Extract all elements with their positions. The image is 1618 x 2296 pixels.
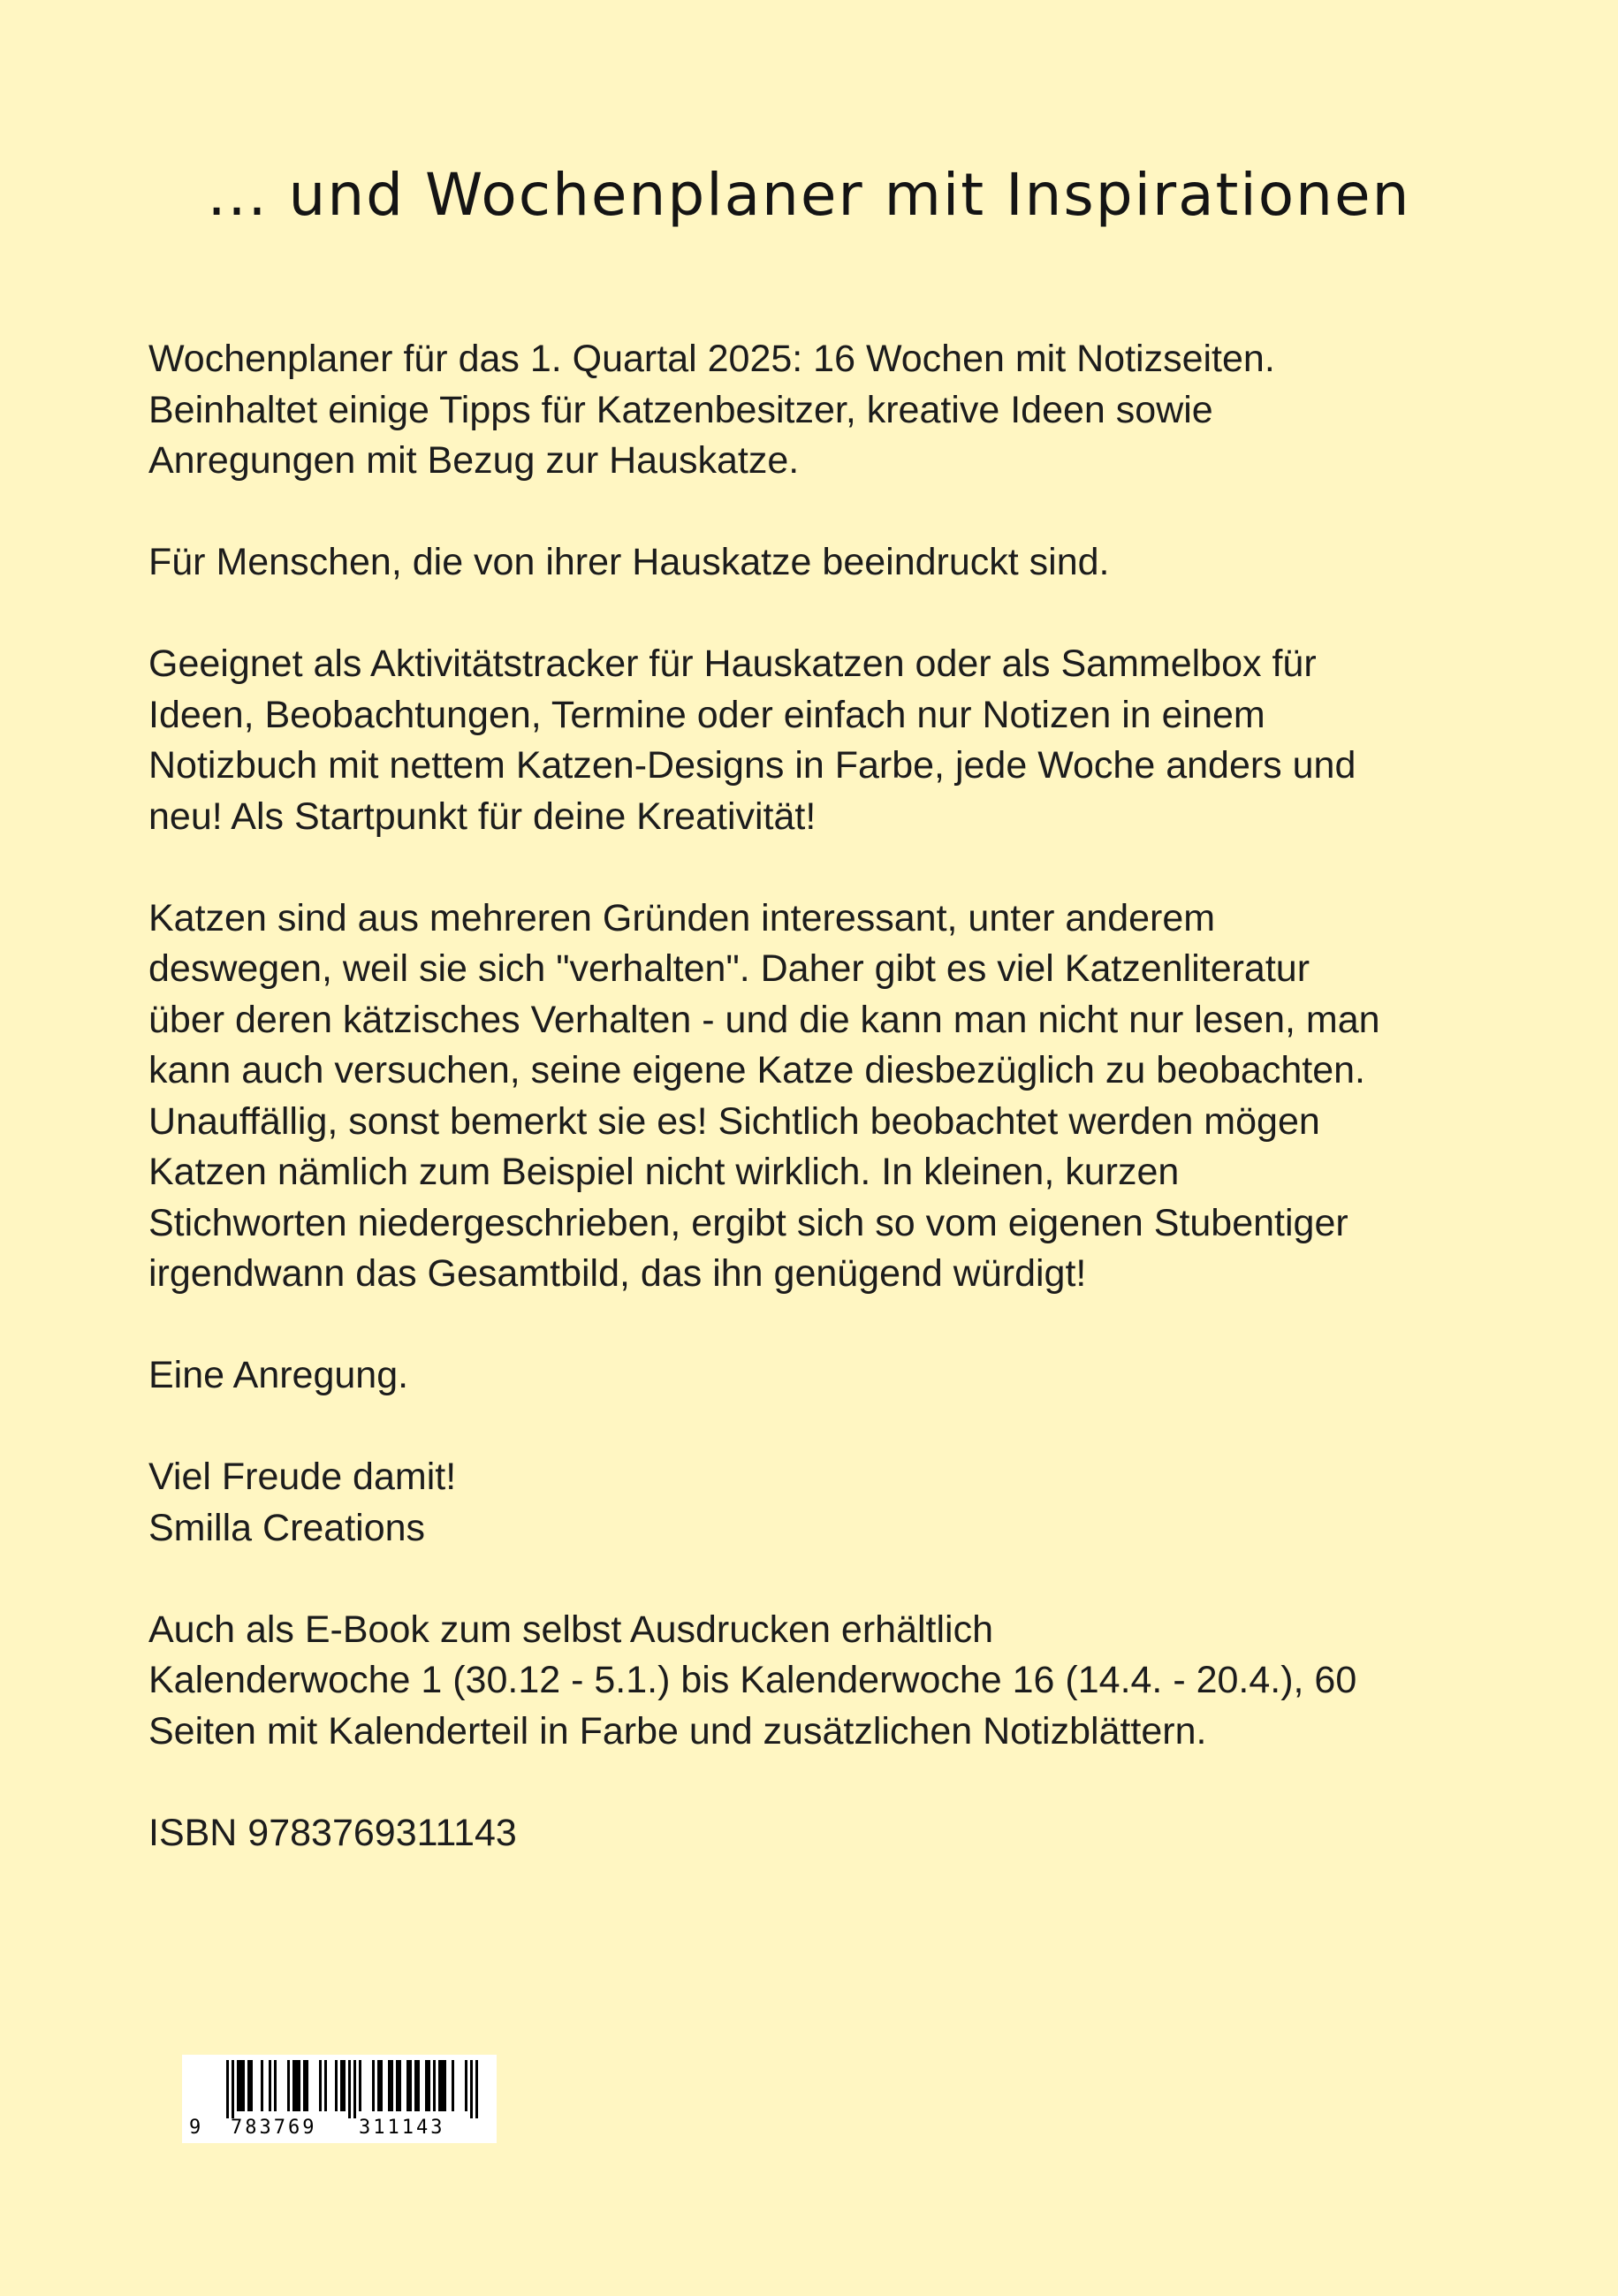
barcode-bar [343,2060,346,2111]
barcode-bar [348,2060,351,2118]
author-name: Smilla Creations [148,1506,426,1549]
text-line: Notizbuch mit nettem Katzen-Designs in Farbe, jede Woche anders und [148,744,1356,787]
barcode-bar [396,2060,399,2111]
text-line: Seiten mit Kalenderteil in Farbe und zusätzlichen Notizblättern. [148,1709,1207,1752]
barcode-digits-right: 311143 [359,2117,445,2139]
text-line: deswegen, weil sie sich "verhalten". Daher gibt es viel Katzenliteratur [148,947,1310,990]
barcode-bar [242,2060,245,2111]
barcode-bar [444,2060,446,2111]
barcode-bar [247,2060,250,2111]
barcode-bar [414,2060,417,2111]
barcode-bar [324,2060,327,2111]
paragraph-isbn [148,1808,1527,1859]
text-line: irgendwann das Gesamtbild, das ihn genügend würdigt! [148,1252,1087,1295]
text-line: Ideen, Beobachtungen, Termine oder einfach nur Notizen in einem [148,693,1265,736]
barcode-bar [377,2060,380,2111]
barcode-bar [388,2060,391,2111]
text-line: Auch als E-Book zum selbst Ausdrucken erhältlich [148,1608,994,1651]
barcode-bar [226,2060,229,2118]
text-line: Viel Freude damit! [148,1456,457,1498]
barcode-bar [417,2060,420,2111]
barcode-bar [380,2060,383,2111]
barcode-bar [303,2060,306,2111]
paragraph-usage [148,639,1527,842]
barcode-digits-left: 783769 [231,2117,317,2139]
barcode-bar [475,2060,478,2118]
text-line: Stichworten niedergeschrieben, ergibt sich so vom eigenen Stubentiger [148,1201,1348,1244]
barcode-bar [269,2060,271,2111]
barcode-bar [438,2060,441,2111]
barcode-bar [406,2060,409,2111]
barcode-bar [239,2060,242,2111]
barcode-bar [391,2060,393,2111]
text-line: kann auch versuchen, seine eigene Katze diesbezüglich zu beobachten. [148,1049,1365,1091]
text-line: Für Menschen, die von ihrer Hauskatze beeindruckt sind. [148,541,1110,583]
isbn-barcode [182,2055,497,2143]
text-line: Anregungen mit Bezug zur Hauskatze. [148,439,800,482]
barcode-bar [237,2060,239,2111]
paragraph-cats [148,893,1527,1300]
paragraph-signoff [148,1452,1527,1554]
text-line: Wochenplaner für das 1. Quartal 2025: 16 Wochen mit Notizseiten. [148,338,1275,380]
barcode-bar [359,2060,361,2111]
paragraph-audience [148,537,1527,589]
barcode-bar [428,2060,430,2111]
barcode-bar [295,2060,298,2111]
text-line: neu! Als Startpunkt für deine Kreativität! [148,794,817,838]
text-line: Kalenderwoche 1 (30.12 - 5.1.) bis Kalenderwoche 16 (14.4. - 20.4.), 60 [148,1659,1357,1701]
text-line: Beinhaltet einige Tipps für Katzenbesitzer, kreative Ideen sowie [148,388,1213,431]
barcode-bar [335,2060,338,2111]
barcode-bar [274,2060,277,2111]
barcode-bar [399,2060,401,2111]
barcode-bar [470,2060,473,2118]
barcode-bar [306,2060,308,2111]
barcode-bar [298,2060,300,2111]
text-line: über deren kätzisches Verhalten - und die kann man nicht nur lesen, man [148,998,1380,1041]
barcode-bar [465,2060,467,2111]
barcode-bar [353,2060,356,2118]
barcode-bar [372,2060,375,2111]
barcode-bar [287,2060,290,2111]
barcode-bar [452,2060,454,2111]
barcode-bar [441,2060,444,2111]
barcode-bar [340,2060,343,2111]
barcode-digit-first: 9 [189,2117,204,2139]
text-line: Unauffällig, sonst bemerkt sie es! Sichtlich beobachtet werden mögen [148,1099,1320,1143]
barcode-bar [250,2060,253,2111]
text-line: Katzen nämlich zum Beispiel nicht wirklich. In kleinen, kurzen [148,1151,1180,1193]
isbn-text: ISBN 9783769311143 [148,1811,517,1854]
text-line: Geeignet als Aktivitätstracker für Hauskatzen oder als Sammelbox für [148,642,1317,685]
barcode-bar [232,2060,234,2118]
barcode-bar [409,2060,412,2111]
text-line: Eine Anregung. [148,1354,409,1396]
barcode-bar [433,2060,436,2111]
barcode-bar [292,2060,295,2111]
barcode-bar [319,2060,322,2111]
page-title: ... und Wochenplaner mit Inspirationen [207,161,1411,229]
paragraph-intro [148,334,1527,487]
text-line: Katzen sind aus mehreren Gründen interessant, unter anderem [148,896,1216,939]
barcode-bar [261,2060,263,2111]
barcode-bars [182,2055,497,2143]
description-text [148,334,1527,1910]
paragraph-suggestion [148,1350,1527,1402]
paragraph-ebook [148,1605,1527,1758]
barcode-bar [425,2060,428,2111]
